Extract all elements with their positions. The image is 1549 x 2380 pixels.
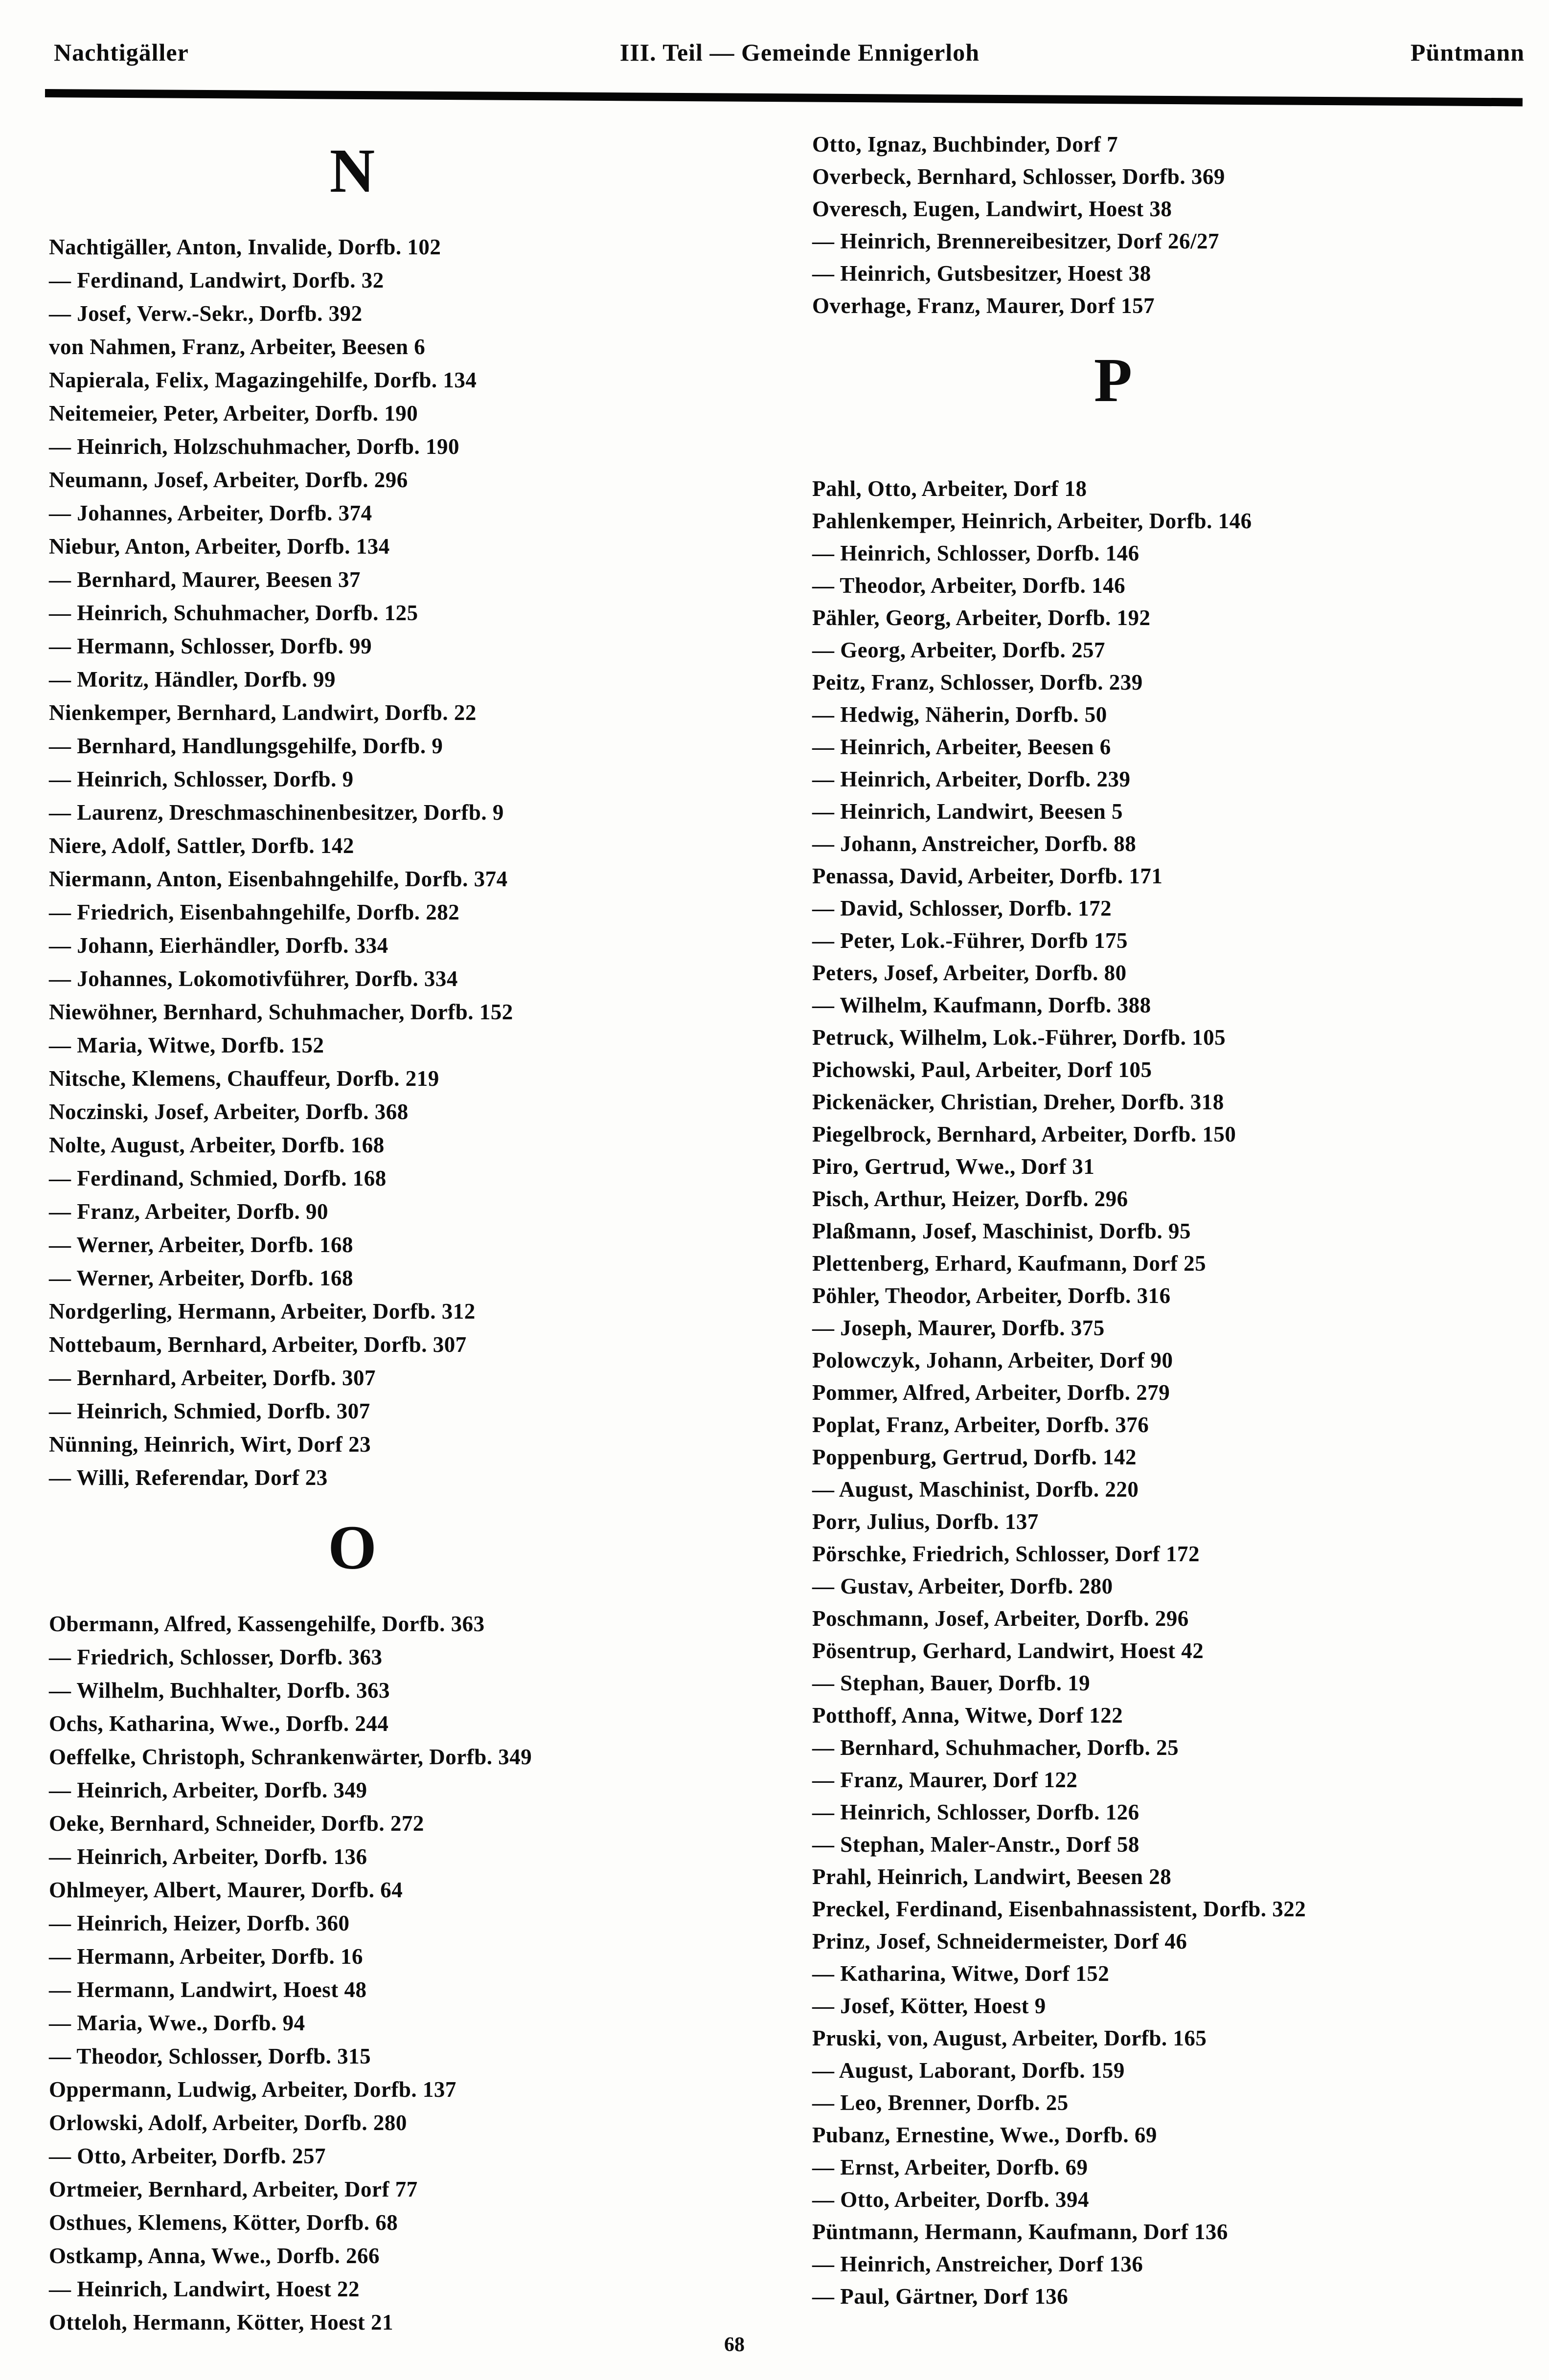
directory-entry: Pruski, von, August, Arbeiter, Dorfb. 165: [812, 2026, 1207, 2050]
directory-entry: Poppenburg, Gertrud, Dorfb. 142: [812, 1445, 1137, 1469]
directory-entry: Penassa, David, Arbeiter, Dorfb. 171: [812, 864, 1163, 888]
directory-entry: Obermann, Alfred, Kassengehilfe, Dorfb. 363: [49, 1612, 485, 1636]
directory-entry: — Bernhard, Maurer, Beesen 37: [49, 567, 361, 592]
directory-entry: — Werner, Arbeiter, Dorfb. 168: [49, 1266, 354, 1290]
running-header: [54, 38, 1525, 67]
directory-entry: — Josef, Verw.-Sekr., Dorfb. 392: [49, 301, 363, 326]
header-left-keyword: Nachtigäller: [54, 39, 189, 66]
directory-entry: Pickenäcker, Christian, Dreher, Dorfb. 318: [812, 1090, 1224, 1114]
directory-entry: Peters, Josef, Arbeiter, Dorfb. 80: [812, 961, 1127, 985]
directory-entry: Polowczyk, Johann, Arbeiter, Dorf 90: [812, 1348, 1173, 1372]
directory-entry: Otto, Ignaz, Buchbinder, Dorf 7: [812, 132, 1118, 157]
directory-entry: — David, Schlosser, Dorfb. 172: [812, 896, 1112, 921]
directory-entry: — Hermann, Arbeiter, Dorfb. 16: [49, 1944, 364, 1969]
directory-entry: Niermann, Anton, Eisenbahngehilfe, Dorfb. 374: [49, 867, 508, 891]
directory-entry: — Leo, Brenner, Dorfb. 25: [812, 2090, 1069, 2115]
directory-entry: Prahl, Heinrich, Landwirt, Beesen 28: [812, 1864, 1172, 1889]
directory-entry: — Heinrich, Arbeiter, Dorfb. 136: [49, 1844, 367, 1869]
directory-entry: — Johannes, Arbeiter, Dorfb. 374: [49, 501, 372, 525]
directory-entry: — Moritz, Händler, Dorfb. 99: [49, 667, 336, 692]
directory-entry: Ohlmeyer, Albert, Maurer, Dorfb. 64: [49, 1878, 403, 1902]
directory-entry: Nitsche, Klemens, Chauffeur, Dorfb. 219: [49, 1066, 439, 1091]
directory-entry: — Franz, Maurer, Dorf 122: [812, 1768, 1078, 1792]
directory-entry: — Bernhard, Schuhmacher, Dorfb. 25: [812, 1735, 1179, 1760]
directory-entry: — Theodor, Arbeiter, Dorfb. 146: [812, 573, 1126, 598]
directory-entry: — Heinrich, Landwirt, Beesen 5: [812, 799, 1123, 824]
directory-entry: Oeffelke, Christoph, Schrankenwärter, Dorfb. 349: [49, 1745, 532, 1769]
directory-entry: — Wilhelm, Buchhalter, Dorfb. 363: [49, 1678, 390, 1703]
directory-entry: — Katharina, Witwe, Dorf 152: [812, 1961, 1110, 1986]
section-letter: N: [329, 136, 375, 205]
directory-entry: Ochs, Katharina, Wwe., Dorfb. 244: [49, 1711, 389, 1736]
section-letter: O: [328, 1513, 377, 1582]
directory-entry: Plaßmann, Josef, Maschinist, Dorfb. 95: [812, 1219, 1191, 1243]
header-title: III. Teil — Gemeinde Ennigerloh: [619, 39, 980, 66]
directory-entry: Noczinski, Josef, Arbeiter, Dorfb. 368: [49, 1100, 409, 1124]
directory-entry: Ortmeier, Bernhard, Arbeiter, Dorf 77: [49, 2177, 418, 2201]
directory-entry: — Heinrich, Arbeiter, Dorfb. 349: [49, 1778, 367, 1802]
directory-entry: — Heinrich, Schlosser, Dorfb. 9: [49, 767, 354, 791]
directory-entry: — Bernhard, Handlungsgehilfe, Dorfb. 9: [49, 734, 443, 758]
directory-entry: Otteloh, Hermann, Kötter, Hoest 21: [49, 2310, 393, 2335]
directory-entry: — Friedrich, Schlosser, Dorfb. 363: [49, 1645, 383, 1669]
directory-entry: Poschmann, Josef, Arbeiter, Dorfb. 296: [812, 1606, 1189, 1631]
directory-entry: Pähler, Georg, Arbeiter, Dorfb. 192: [812, 606, 1151, 630]
directory-entry: Osthues, Klemens, Kötter, Dorfb. 68: [49, 2210, 398, 2235]
directory-entry: — Hermann, Landwirt, Hoest 48: [49, 1977, 367, 2002]
directory-entry: Nolte, August, Arbeiter, Dorfb. 168: [49, 1133, 385, 1157]
directory-entry: — Friedrich, Eisenbahngehilfe, Dorfb. 282: [49, 900, 460, 924]
directory-entry: Niere, Adolf, Sattler, Dorfb. 142: [49, 833, 354, 858]
directory-entry: Pösentrup, Gerhard, Landwirt, Hoest 42: [812, 1639, 1204, 1663]
directory-entry: Ostkamp, Anna, Wwe., Dorfb. 266: [49, 2244, 380, 2268]
directory-entry: Pisch, Arthur, Heizer, Dorfb. 296: [812, 1187, 1128, 1211]
directory-entry: — Ferdinand, Schmied, Dorfb. 168: [49, 1166, 387, 1190]
directory-entry: Pichowski, Paul, Arbeiter, Dorf 105: [812, 1057, 1152, 1082]
directory-entry: — Ernst, Arbeiter, Dorfb. 69: [812, 2155, 1088, 2179]
directory-entry: — August, Laborant, Dorfb. 159: [812, 2058, 1125, 2083]
directory-entry: Orlowski, Adolf, Arbeiter, Dorfb. 280: [49, 2111, 407, 2135]
directory-entry: — Heinrich, Schlosser, Dorfb. 126: [812, 1800, 1139, 1824]
directory-entry: — Otto, Arbeiter, Dorfb. 394: [812, 2187, 1089, 2212]
directory-entry: — Gustav, Arbeiter, Dorfb. 280: [812, 1574, 1113, 1598]
directory-entry: Neumann, Josef, Arbeiter, Dorfb. 296: [49, 468, 408, 492]
directory-entry: Nordgerling, Hermann, Arbeiter, Dorfb. 312: [49, 1299, 476, 1324]
directory-entry: — Johann, Anstreicher, Dorfb. 88: [812, 831, 1137, 856]
directory-entry: — Georg, Arbeiter, Dorfb. 257: [812, 638, 1105, 662]
directory-entry: — Hedwig, Näherin, Dorfb. 50: [812, 702, 1107, 727]
directory-entry: Nachtigäller, Anton, Invalide, Dorfb. 102: [49, 235, 441, 259]
directory-entry: Napierala, Felix, Magazingehilfe, Dorfb. 134: [49, 368, 477, 392]
directory-columns: [49, 117, 1531, 2339]
page-number: 68: [724, 2334, 745, 2356]
directory-entry: — Bernhard, Arbeiter, Dorfb. 307: [49, 1366, 376, 1390]
directory-entry: — August, Maschinist, Dorfb. 220: [812, 1477, 1139, 1502]
directory-entry: Overbeck, Bernhard, Schlosser, Dorfb. 369: [812, 164, 1225, 189]
directory-entry: Petruck, Wilhelm, Lok.-Führer, Dorfb. 105: [812, 1025, 1226, 1050]
right-column: [812, 117, 1531, 2339]
directory-entry: Nottebaum, Bernhard, Arbeiter, Dorfb. 307: [49, 1332, 467, 1357]
directory-entry: — Heinrich, Holzschuhmacher, Dorfb. 190: [49, 434, 460, 459]
directory-entry: Niewöhner, Bernhard, Schuhmacher, Dorfb. 152: [49, 1000, 513, 1024]
directory-entry: Püntmann, Hermann, Kaufmann, Dorf 136: [812, 2220, 1228, 2244]
directory-entry: — Heinrich, Gutsbesitzer, Hoest 38: [812, 261, 1151, 286]
directory-entry: — Maria, Wwe., Dorfb. 94: [49, 2011, 305, 2035]
header-rule: [45, 89, 1523, 106]
directory-entry: — Otto, Arbeiter, Dorfb. 257: [49, 2144, 326, 2168]
directory-entry: — Heinrich, Schlosser, Dorfb. 146: [812, 541, 1139, 565]
directory-entry: Nünning, Heinrich, Wirt, Dorf 23: [49, 1432, 371, 1457]
directory-entry: Oppermann, Ludwig, Arbeiter, Dorfb. 137: [49, 2077, 456, 2102]
directory-entry: Pöhler, Theodor, Arbeiter, Dorfb. 316: [812, 1283, 1171, 1308]
directory-entry: — Joseph, Maurer, Dorfb. 375: [812, 1316, 1105, 1340]
directory-entry: Piegelbrock, Bernhard, Arbeiter, Dorfb. 150: [812, 1122, 1236, 1146]
directory-entry: Porr, Julius, Dorfb. 137: [812, 1509, 1039, 1534]
directory-entry: Pommer, Alfred, Arbeiter, Dorfb. 279: [812, 1380, 1170, 1405]
directory-entry: — Heinrich, Schmied, Dorfb. 307: [49, 1399, 370, 1423]
directory-entry: — Paul, Gärtner, Dorf 136: [812, 2284, 1069, 2309]
directory-entry: — Willi, Referendar, Dorf 23: [49, 1465, 328, 1490]
directory-entry: — Heinrich, Anstreicher, Dorf 136: [812, 2252, 1143, 2276]
directory-entry: — Laurenz, Dreschmaschinenbesitzer, Dorfb. 9: [49, 800, 504, 825]
directory-entry: Potthoff, Anna, Witwe, Dorf 122: [812, 1703, 1123, 1728]
directory-entry: Pahlenkemper, Heinrich, Arbeiter, Dorfb. 146: [812, 509, 1252, 533]
directory-entry: — Johann, Eierhändler, Dorfb. 334: [49, 933, 388, 958]
directory-entry: — Franz, Arbeiter, Dorfb. 90: [49, 1199, 328, 1224]
left-column: [49, 117, 773, 2339]
directory-entry: Pahl, Otto, Arbeiter, Dorf 18: [812, 476, 1087, 501]
header-right-keyword: Püntmann: [1410, 39, 1525, 66]
directory-entry: — Ferdinand, Landwirt, Dorfb. 32: [49, 268, 384, 292]
directory-entry: — Heinrich, Schuhmacher, Dorfb. 125: [49, 601, 418, 625]
directory-entry: — Theodor, Schlosser, Dorfb. 315: [49, 2044, 371, 2068]
directory-entry: — Heinrich, Landwirt, Hoest 22: [49, 2277, 360, 2301]
directory-entry: — Heinrich, Brennereibesitzer, Dorf 26/27: [812, 229, 1220, 253]
directory-entry: Overesch, Eugen, Landwirt, Hoest 38: [812, 197, 1172, 221]
directory-entry: Neitemeier, Peter, Arbeiter, Dorfb. 190: [49, 401, 418, 426]
directory-entry: Overhage, Franz, Maurer, Dorf 157: [812, 293, 1155, 318]
directory-entry: — Peter, Lok.-Führer, Dorfb 175: [812, 928, 1128, 953]
directory-entry: — Johannes, Lokomotivführer, Dorfb. 334: [49, 966, 458, 991]
directory-entry: Nienkemper, Bernhard, Landwirt, Dorfb. 22: [49, 700, 477, 725]
directory-entry: — Stephan, Bauer, Dorfb. 19: [812, 1671, 1091, 1695]
directory-entry: — Maria, Witwe, Dorfb. 152: [49, 1033, 324, 1057]
directory-entry: — Heinrich, Heizer, Dorfb. 360: [49, 1911, 350, 1935]
section-letter: P: [1093, 345, 1133, 415]
directory-entry: Prinz, Josef, Schneidermeister, Dorf 46: [812, 1929, 1187, 1953]
directory-entry: von Nahmen, Franz, Arbeiter, Beesen 6: [49, 335, 426, 359]
directory-entry: Plettenberg, Erhard, Kaufmann, Dorf 25: [812, 1251, 1207, 1276]
directory-entry: — Wilhelm, Kaufmann, Dorfb. 388: [812, 993, 1151, 1017]
directory-entry: — Hermann, Schlosser, Dorfb. 99: [49, 634, 372, 658]
directory-entry: Piro, Gertrud, Wwe., Dorf 31: [812, 1154, 1095, 1179]
directory-entry: — Werner, Arbeiter, Dorfb. 168: [49, 1233, 354, 1257]
directory-entry: — Josef, Kötter, Hoest 9: [812, 1994, 1046, 2018]
directory-entry: — Stephan, Maler-Anstr., Dorf 58: [812, 1832, 1139, 1857]
directory-entry: — Heinrich, Arbeiter, Dorfb. 239: [812, 767, 1131, 791]
directory-entry: Peitz, Franz, Schlosser, Dorfb. 239: [812, 670, 1143, 695]
directory-entry: Preckel, Ferdinand, Eisenbahnassistent, Dorfb. 322: [812, 1897, 1306, 1921]
directory-entry: Oeke, Bernhard, Schneider, Dorfb. 272: [49, 1811, 424, 1836]
directory-entry: — Heinrich, Arbeiter, Beesen 6: [812, 735, 1111, 759]
directory-entry: Pörschke, Friedrich, Schlosser, Dorf 172: [812, 1542, 1200, 1566]
directory-entry: Poplat, Franz, Arbeiter, Dorfb. 376: [812, 1413, 1149, 1437]
directory-entry: Pubanz, Ernestine, Wwe., Dorfb. 69: [812, 2123, 1157, 2147]
directory-entry: Niebur, Anton, Arbeiter, Dorfb. 134: [49, 534, 390, 559]
